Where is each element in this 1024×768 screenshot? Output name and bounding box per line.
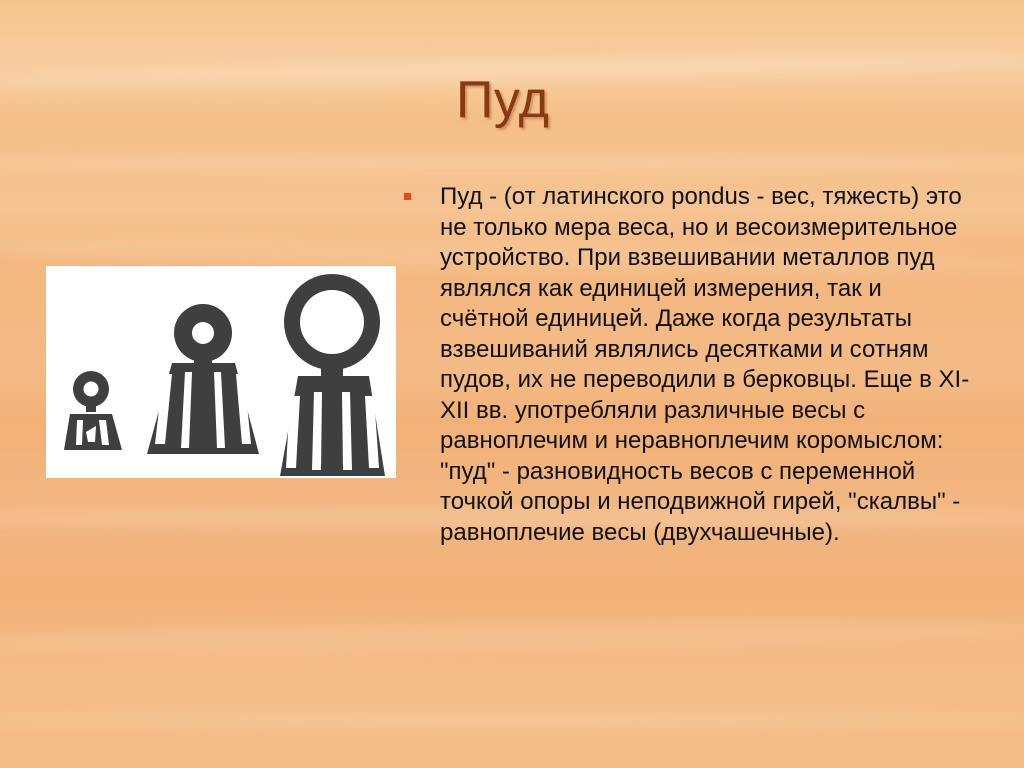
background-streak [0,154,1024,172]
slide-title: Пуд [456,71,550,129]
background-streak [0,614,1024,659]
weights-illustration [46,266,396,478]
medium-weight-icon [147,304,259,454]
weights-image [46,266,396,478]
bullet-item [404,182,970,548]
bullet-list [404,182,970,548]
large-weight-icon [280,274,385,476]
square-bullet-icon [404,193,411,200]
small-weight-icon [64,371,122,450]
bullet-text: Пуд - (от латинского pondus - вес, тяжесть) это не только мера веса, но и весоизмерительное устройство. При взвешивании металлов пуд являлся как единицей измерения, так и счётной единицей. Даже когда результаты взвешиваний являлись десятками и сотням пудов, их не переводили в берковцы. Еще в XI-XII вв. употребляли различные весы с равноплечим и неравноплечим коромыслом: "пуд" - разновидность весов с переменной точкой опоры и неподвижной гирей, "скалвы" - равноплечие весы (двухчашечные). [440,183,970,546]
background-streak [0,712,1024,728]
